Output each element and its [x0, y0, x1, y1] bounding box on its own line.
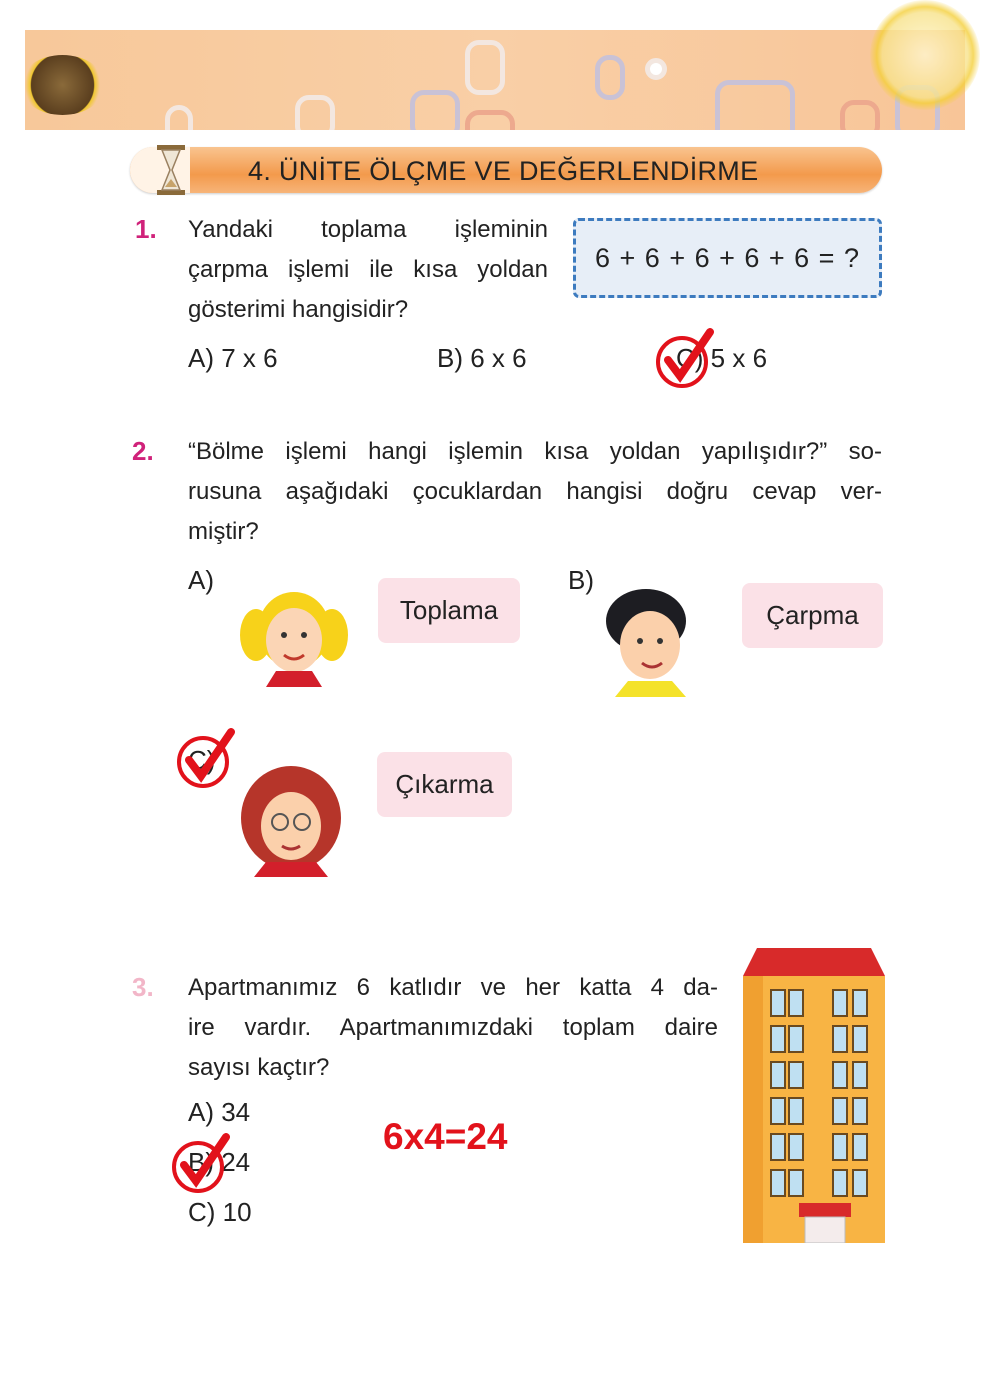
question-3-text: [188, 968, 718, 1088]
girl-redhead-illustration: [236, 760, 346, 878]
question-line: Apartmanımız 6 katlıdır ve her katta 4 da-: [188, 974, 718, 1001]
question-1-text: [188, 210, 548, 330]
page-title: 4. ÜNİTE ÖLÇME VE DEĞERLENDİRME: [248, 156, 759, 186]
question-line: sayısı kaçtır?: [188, 1054, 330, 1081]
checkmark-icon: [170, 1133, 232, 1195]
sun-decoration-left: [20, 55, 105, 115]
question-line: Yandaki toplama işleminin: [188, 216, 548, 243]
option-a[interactable]: A) 7 x 6: [188, 343, 278, 373]
question-number: 2.: [132, 436, 154, 466]
checkmark-icon: [654, 328, 716, 390]
boy-illustration: [600, 583, 695, 698]
speech-bubble: Çıkarma: [377, 752, 512, 817]
header-banner: [25, 30, 965, 130]
option-b-letter[interactable]: B): [568, 565, 594, 595]
question-line: “Bölme işlemi hangi işlemin kısa yoldan yapılışıdır?” so-: [188, 438, 882, 465]
option-c[interactable]: C) 5 x 6: [676, 343, 768, 373]
question-2-text: [188, 432, 882, 552]
speech-bubble: Çarpma: [742, 583, 883, 648]
question-line: gösterimi hangisidir?: [188, 296, 409, 323]
option-a-letter[interactable]: A): [188, 565, 214, 595]
question-line: çarpma işlemi ile kısa yoldan: [188, 256, 548, 283]
option-b[interactable]: B) 24: [188, 1147, 251, 1177]
option-b[interactable]: B) 6 x 6: [437, 343, 527, 373]
handwritten-answer: 6x4=24: [383, 1116, 508, 1157]
apartment-building-illustration: [743, 948, 885, 1243]
girl-blonde-illustration: [236, 575, 351, 690]
checkmark-icon: [175, 728, 237, 790]
sun-decoration-right: [870, 0, 980, 110]
question-number: 3.: [132, 972, 154, 1002]
addition-expression-box: 6 + 6 + 6 + 6 + 6 = ?: [573, 218, 882, 298]
option-c-letter[interactable]: C): [188, 745, 216, 775]
question-number: 1.: [135, 214, 157, 244]
option-a[interactable]: A) 34: [188, 1097, 251, 1127]
option-c[interactable]: C) 10: [188, 1197, 252, 1227]
question-line: miştir?: [188, 518, 259, 545]
question-line: ire vardır. Apartmanımızdaki toplam daire: [188, 1014, 718, 1041]
hourglass-icon: [155, 143, 187, 197]
question-line: rusuna aşağıdaki çocuklardan hangisi doğru cevap ver-: [188, 478, 882, 505]
speech-bubble: Toplama: [378, 578, 520, 643]
